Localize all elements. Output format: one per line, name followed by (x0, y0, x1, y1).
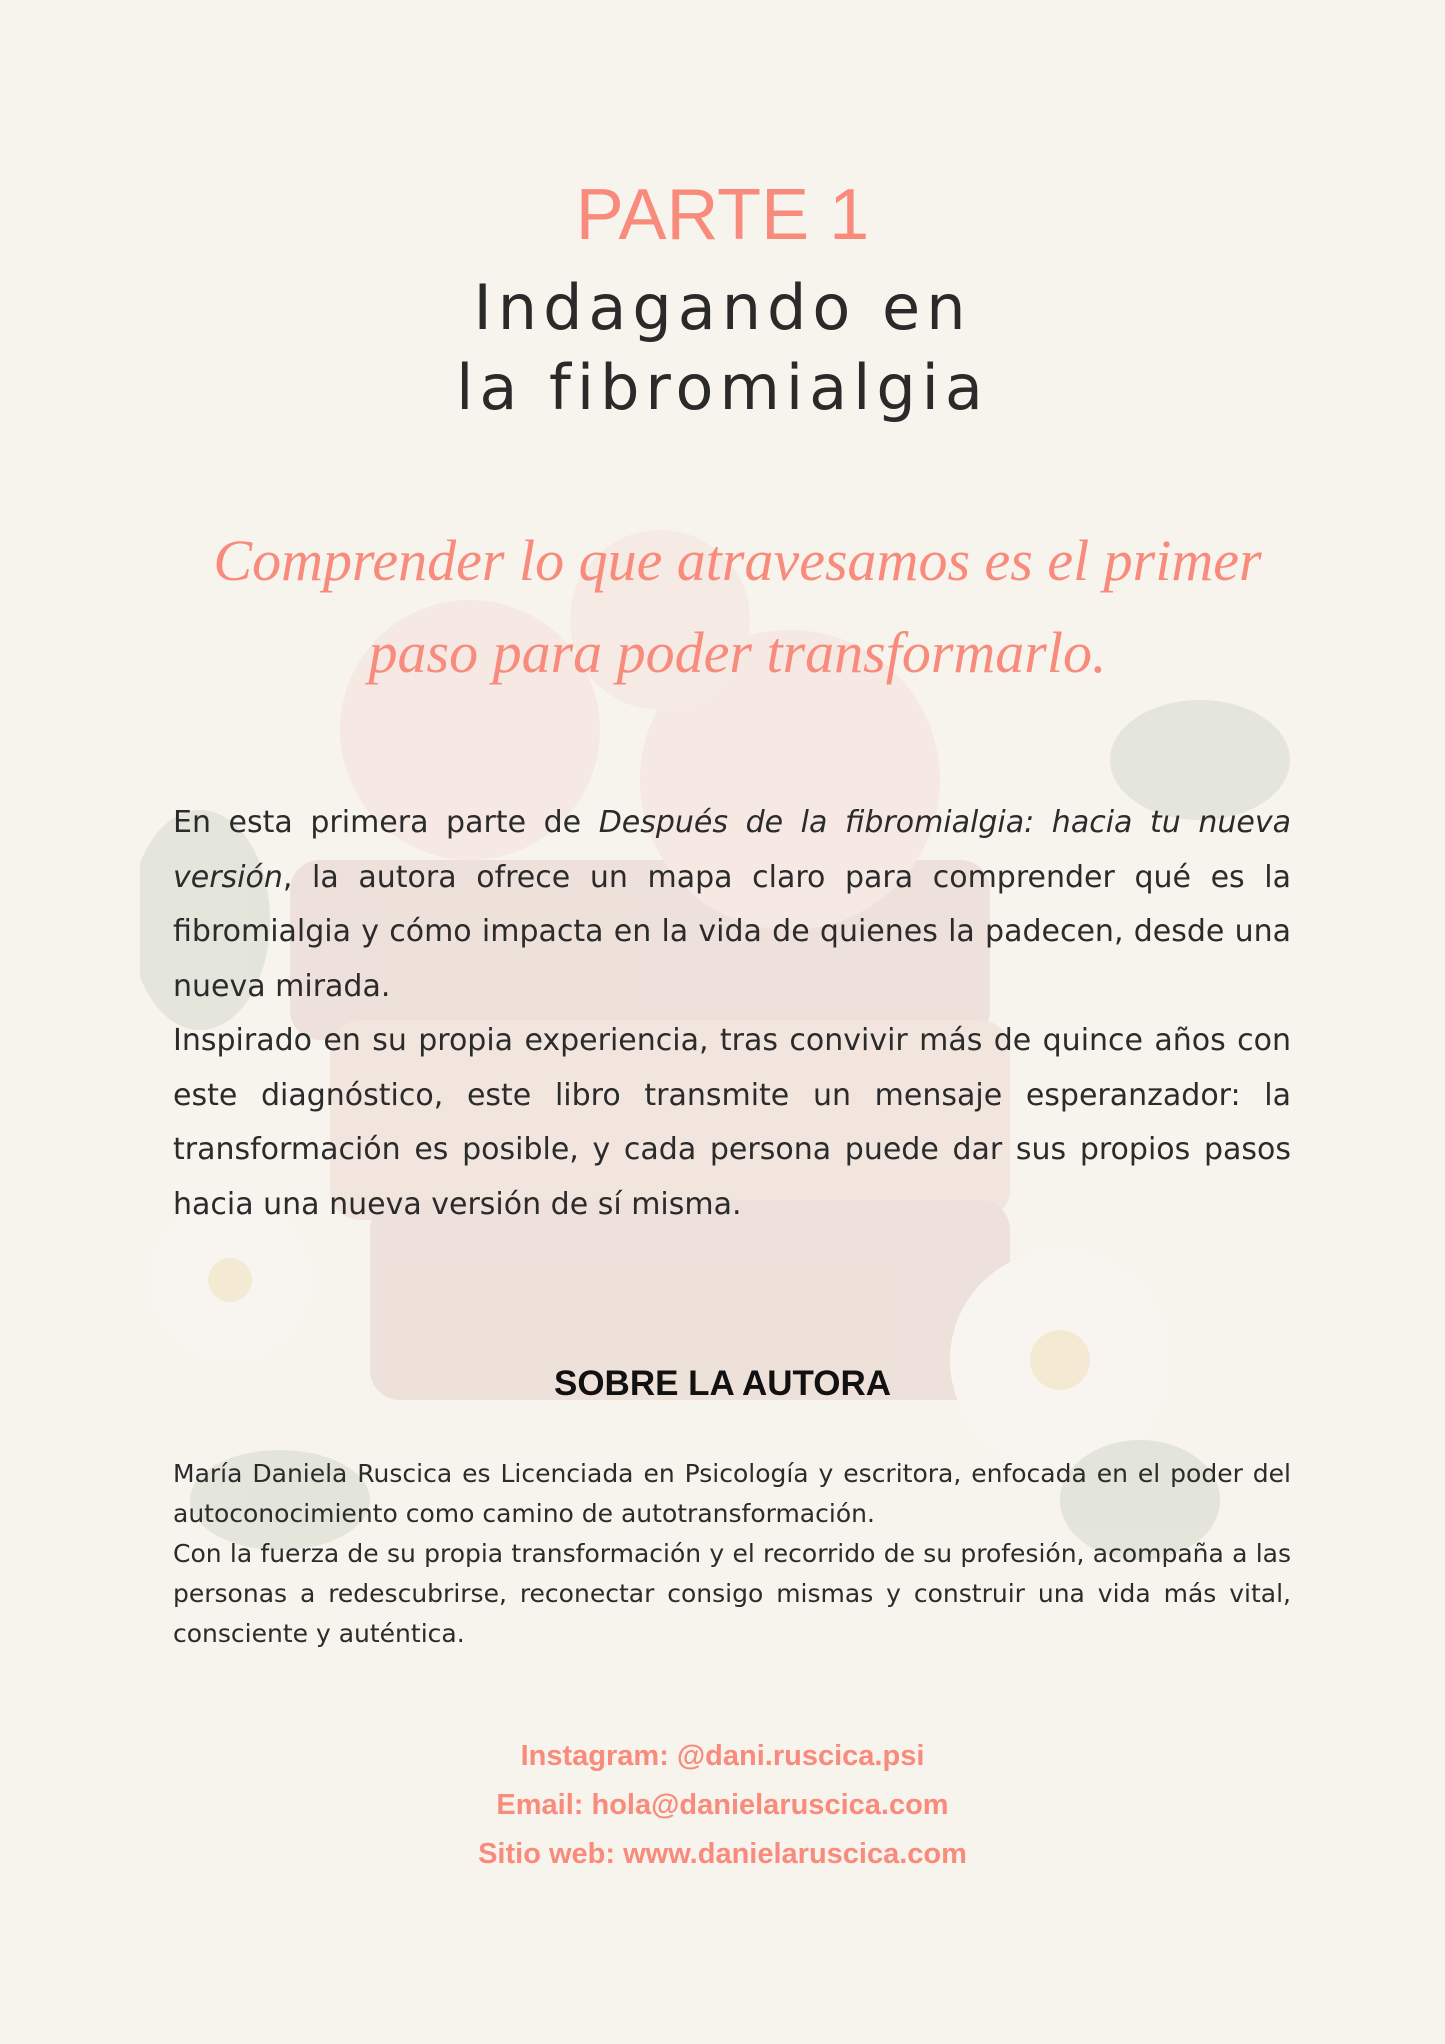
quote-line-1: Comprender lo que atravesamos es el primer (213, 528, 1262, 593)
intro-text-after: , la autora ofrece un mapa claro para comprender qué es la fibromialgia y cómo impacta en la vida de quienes la padecen, desde una nueva mirada. (173, 859, 1291, 1004)
instagram-link[interactable]: Instagram: @dani.ruscica.psi (520, 1740, 925, 1772)
email-link[interactable]: Email: hola@danielaruscica.com (496, 1789, 949, 1821)
intro-text (173, 796, 1291, 1232)
chapter-title-line-1: Indagando en (473, 271, 972, 344)
author-bio (173, 1454, 1291, 1654)
intro-text-before: En esta primera parte de (173, 805, 599, 840)
part-label: PARTE 1 (575, 175, 870, 255)
intro-paragraph-1 (173, 796, 1291, 1014)
intro-paragraph-2: Inspirado en su propia experiencia, tras convivir más de quince años con este diagnóstico, este libro transmite un mensaje esperanzador: la transformación es posible, y cada persona puede dar sus propios pasos hacia una nueva versión de sí misma. (173, 1023, 1291, 1222)
chapter-title (0, 268, 1445, 428)
bio-paragraph-2: Con la fuerza de su propia transformación y el recorrido de su profesión, acompaña a las personas a redescubrirse, reconectar consigo mismas y construir una vida más vital, consciente y auténtica. (173, 1539, 1291, 1648)
about-author-heading: SOBRE LA AUTORA (553, 1364, 892, 1403)
bio-paragraph-1: María Daniela Ruscica es Licenciada en Psicología y escritora, enfocada en el poder del autoconocimiento como camino de autotransformación. (173, 1459, 1291, 1528)
book-title: Después de la fibromialgia: hacia tu nueva versión (173, 805, 1291, 895)
quote-line-2: paso para poder transformarlo. (368, 620, 1107, 685)
website-link[interactable]: Sitio web: www.danielaruscica.com (478, 1838, 967, 1870)
epigraph-quote (170, 515, 1305, 699)
chapter-title-line-2: la fibromialgia (456, 351, 989, 424)
contact-info (0, 1732, 1445, 1879)
